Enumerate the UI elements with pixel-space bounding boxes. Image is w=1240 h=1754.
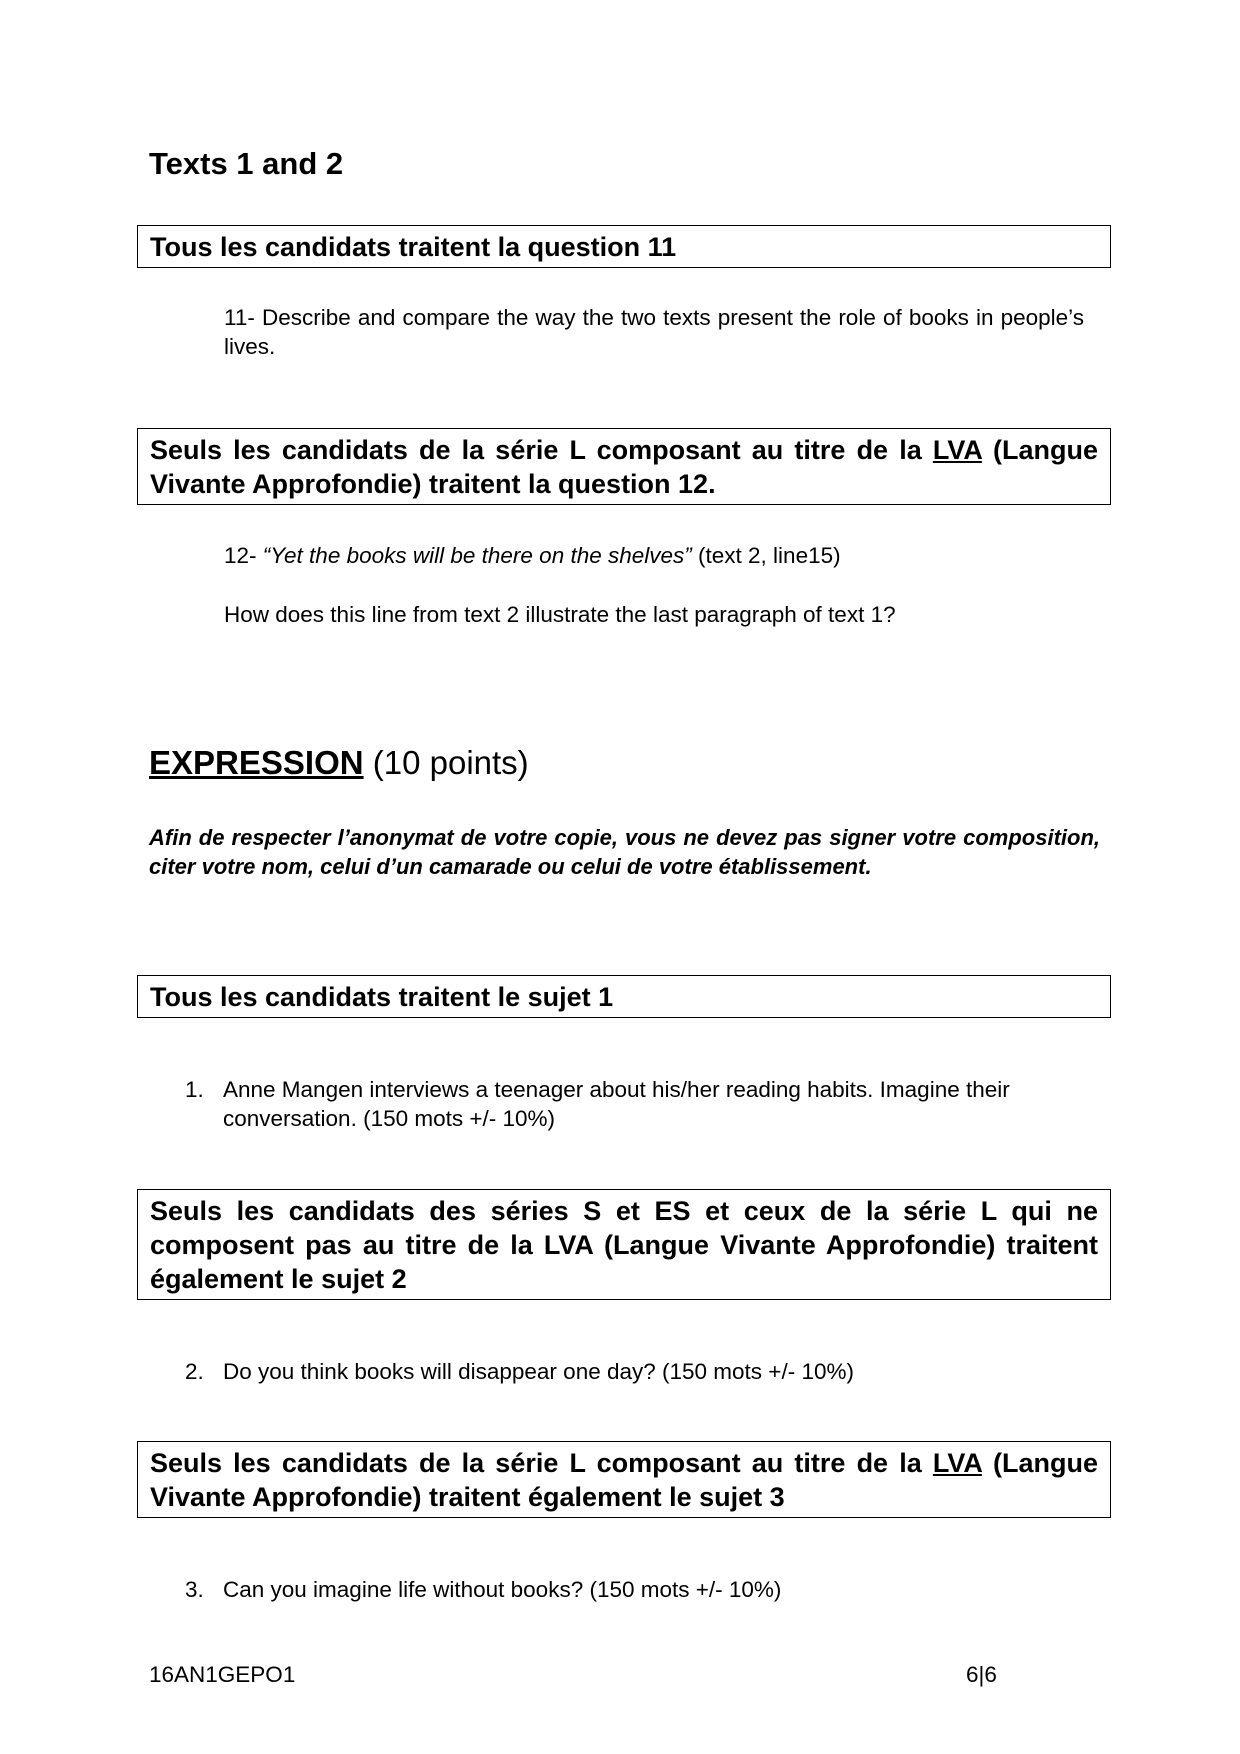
question-12 (224, 541, 1100, 570)
instruction-text-after: (Langue Vivante Approfondie) traitent la question 12. (150, 435, 1098, 499)
question-11 (224, 303, 1084, 361)
instruction-box-sujet-2 (137, 1189, 1111, 1300)
sujet-2-number: 2. (185, 1359, 204, 1384)
footer-exam-code: 16AN1GEPO1 (149, 1662, 296, 1687)
anonymity-note (149, 823, 1100, 881)
question-12-prefix: 12- (224, 543, 263, 568)
section-title-texts: Texts 1 and 2 (149, 146, 344, 181)
lva-underlined: LVA (932, 435, 982, 465)
question-12-quote: “Yet the books will be there on the shelves” (262, 543, 692, 568)
question-11-text: 11- Describe and compare the way the two texts present the role of books in people’s lives. (224, 305, 1084, 359)
expression-title: EXPRESSION (149, 744, 364, 781)
sujet-1-text: Anne Mangen interviews a teenager about his/her reading habits. Imagine their conversation. (150 mots +/- 10%) (223, 1077, 1010, 1131)
sujet-3-number: 3. (185, 1577, 204, 1602)
instruction-text-before: Seuls les candidats de la série L composant au titre de la (150, 435, 933, 465)
instruction-box-sujet-3 (137, 1441, 1111, 1518)
instruction-text-before: Seuls les candidats de la série L composant au titre de la (150, 1448, 933, 1478)
question-12-question (224, 600, 1100, 629)
instruction-text: Tous les candidats traitent le sujet 1 (150, 982, 614, 1012)
instruction-box-sujet-1 (137, 975, 1111, 1018)
sujet-1-number: 1. (185, 1077, 204, 1102)
expression-points: (10 points) (363, 744, 529, 781)
instruction-text: Tous les candidats traitent la question 11 (150, 232, 677, 262)
sujet-2 (185, 1357, 1085, 1386)
question-12-question-text: How does this line from text 2 illustrate the last paragraph of text 1? (224, 602, 896, 627)
footer-page-number: 6|6 (966, 1662, 997, 1687)
instruction-text-after: (Langue Vivante Approfondie) traitent également le sujet 3 (150, 1448, 1098, 1512)
lva-underlined: LVA (932, 1448, 982, 1478)
instruction-box-question-12 (137, 428, 1111, 505)
anonymity-note-text: Afin de respecter l’anonymat de votre copie, vous ne devez pas signer votre composition, citer votre nom, celui d’un camarade ou celui de votre établissement. (149, 825, 1100, 879)
sujet-3 (185, 1575, 1085, 1604)
instruction-box-question-11 (137, 225, 1111, 268)
sujet-3-text: Can you imagine life without books? (150 mots +/- 10%) (223, 1577, 782, 1602)
expression-heading (149, 744, 529, 782)
sujet-2-text: Do you think books will disappear one day? (150 mots +/- 10%) (223, 1359, 854, 1384)
instruction-text: Seuls les candidats des séries S et ES et ceux de la série L qui ne composent pas au titre de la LVA (Langue Vivante Approfondie) traitent également le sujet 2 (150, 1196, 1098, 1294)
sujet-1 (185, 1075, 1085, 1133)
question-12-reference: (text 2, line15) (691, 543, 841, 568)
